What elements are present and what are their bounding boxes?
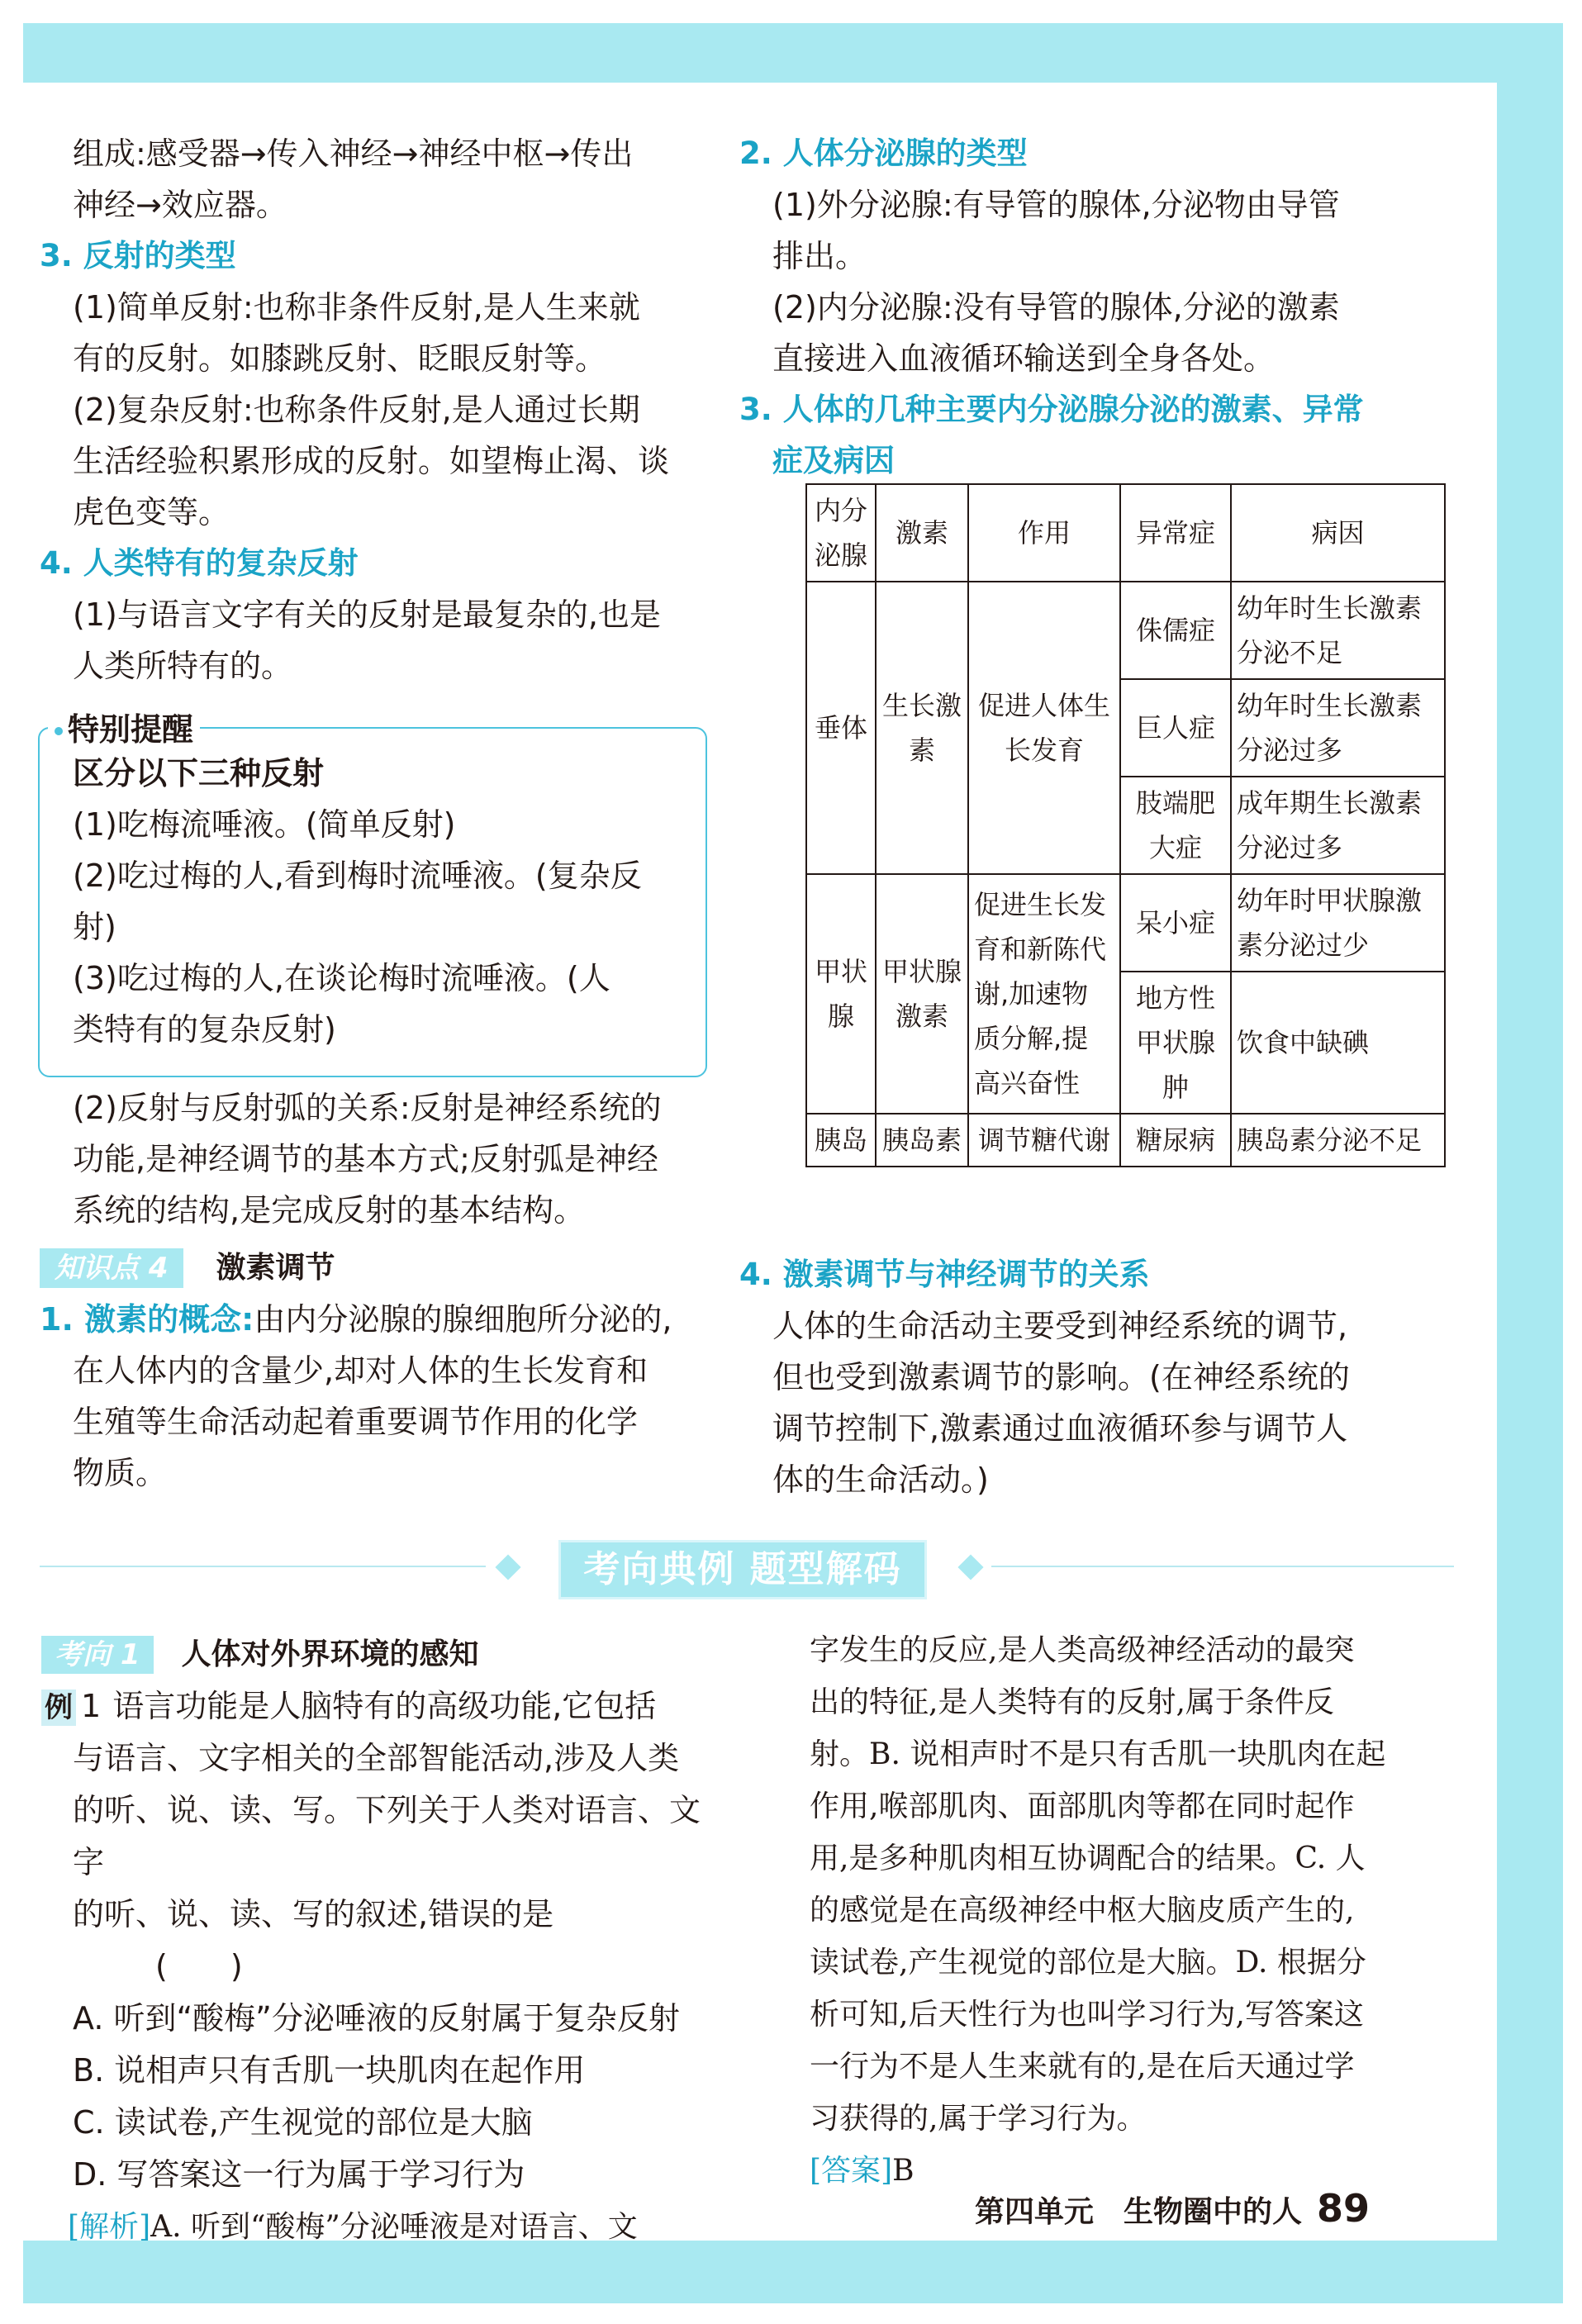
cell-cause: 饮食中缺碘 [1231, 972, 1445, 1114]
cell-thyroid-hormone: 甲状腺激素 [876, 874, 968, 1114]
cell-thyroid: 甲状腺 [806, 874, 876, 1114]
question-line4: 的听、说、读、写的叙述,错误的是 [73, 1896, 554, 1932]
analysis-label: 解析 [79, 2210, 140, 2244]
analysis-line5: 用,是多种肌肉相互协调配合的结果。C. 人 [810, 1842, 1366, 1875]
hormone-concept-line2: 在人体内的含量少,却对人体的生长发育和 [73, 1352, 648, 1389]
special-reminder-body [73, 748, 701, 1055]
relation-line4: 体的生命活动。) [772, 1461, 989, 1498]
cell-disorder: 呆小症 [1120, 874, 1231, 972]
header-hormone: 激素 [876, 484, 968, 582]
language-reflex-line2: 人类所特有的。 [73, 648, 293, 684]
analysis-line7: 读试卷,产生视觉的部位是大脑。D. 根据分 [810, 1946, 1366, 1979]
bullet-dot-icon [55, 727, 63, 735]
cell-cause: 幼年时生长激素分泌不足 [1231, 582, 1445, 679]
header-function: 作用 [968, 484, 1120, 582]
heading-reflex-types: 3. 反射的类型 [40, 238, 236, 273]
table-header-row [806, 484, 1445, 582]
analysis-line6: 的感觉是在高级神经中枢大脑皮质产生的, [810, 1894, 1355, 1927]
heading-gland-types: 2. 人体分泌腺的类型 [739, 135, 1028, 171]
tip-line3b: 类特有的复杂反射) [73, 1011, 336, 1048]
analysis-line4: 作用,喉部肌肉、面部肌肉等都在同时起作 [810, 1789, 1355, 1823]
reflex-relation-line1: (2)反射与反射弧的关系:反射是神经系统的 [73, 1090, 662, 1126]
right-column-top [739, 128, 1450, 487]
hormone-concept-line4: 物质。 [73, 1455, 168, 1491]
topic-badge: 考向 1 [41, 1636, 154, 1674]
knowledge-point-title: 激素调节 [216, 1251, 335, 1285]
question-line1: 语言功能是人脑特有的高级功能,它包括 [112, 1688, 657, 1724]
answer-label: 答案 [821, 2154, 881, 2188]
relation-line1: 人体的生命活动主要受到神经系统的调节, [772, 1308, 1348, 1344]
heading-human-reflex: 4. 人类特有的复杂反射 [40, 545, 359, 581]
page-footer [975, 2186, 1370, 2231]
knowledge-point-badge: 知识点 4 [40, 1248, 183, 1288]
reflex-relation-line3: 系统的结构,是完成反射的基本结构。 [73, 1192, 586, 1229]
analysis-line8: 析可知,后天性行为也叫学习行为,写答案这 [810, 1998, 1364, 2032]
cell-disorder: 巨人症 [1120, 679, 1231, 777]
question-column: 考向 1 人体对外界环境的感知 例 1 语言功能是人脑特有的高级功能,它包括 与语言、文字相关的全部智能活动,涉及人类 的听、说、读、写。下列关于人类对语言、文字 的听、说、读、写的叙述,错误的是( ) A. 听到“酸梅”分泌唾液的反射属于复杂反射 B. 说相声只有舌肌一块肌肉在起作用 C. 读试卷,产生视觉的部位是大脑 D. 写答案这一行为属于学习行为 [解析]A. 听到“酸梅”分泌唾液是对语言、文 [41, 1628, 719, 2253]
analysis-line1: 字发生的反应,是人类高级神经活动的最突 [810, 1633, 1355, 1667]
left-column-top [40, 128, 709, 691]
cell-pituitary: 垂体 [806, 582, 876, 874]
header-cause: 病因 [1231, 484, 1445, 582]
analysis-line0: A. 听到“酸梅”分泌唾液是对语言、文 [150, 2210, 638, 2244]
cell-disorder: 地方性甲状腺肿 [1120, 972, 1231, 1114]
left-column-mid [40, 1082, 709, 1499]
cell-thyroid-hormone-effect: 促进生长发育和新陈代谢,加速物质分解,提高兴奋性 [968, 874, 1120, 1114]
exocrine-line2: 排出。 [772, 238, 867, 274]
section-banner: 考向典例 题型解码 [558, 1540, 927, 1599]
simple-reflex-line2: 有的反射。如膝跳反射、眨眼反射等。 [73, 340, 607, 377]
reflex-arc-line1: 组成:感受器→传入神经→神经中枢→传出 [73, 135, 634, 172]
tip-heading: 区分以下三种反射 [73, 755, 325, 791]
divider-left [40, 1566, 486, 1567]
tip-line1: (1)吃梅流唾液。(简单反射) [73, 806, 456, 843]
option-b: B. 说相声只有舌肌一块肌肉在起作用 [73, 2052, 586, 2089]
topic-title: 人体对外界环境的感知 [181, 1637, 479, 1671]
table-row [806, 1114, 1445, 1167]
question-line3: 的听、说、读、写。下列关于人类对语言、文字 [73, 1792, 701, 1880]
table-row [806, 582, 1445, 679]
cell-cause: 幼年时甲状腺激素分泌过少 [1231, 874, 1445, 972]
endocrine-line1: (2)内分泌腺:没有导管的腺体,分泌的激素 [772, 289, 1340, 326]
complex-reflex-line2: 生活经验积累形成的反射。如望梅止渴、谈 [73, 443, 670, 479]
cell-growth-hormone-effect: 促进人体生长发育 [968, 582, 1120, 874]
tip-line3a: (3)吃过梅的人,在谈论梅时流唾液。(人 [73, 960, 610, 996]
unit-title: 第四单元 生物圈中的人 [975, 2195, 1303, 2229]
cell-insulin: 胰岛素 [876, 1114, 968, 1167]
analysis-column: 字发生的反应,是人类高级神经活动的最突 出的特征,是人类特有的反射,属于条件反 射。B. 说相声时不是只有舌肌一块肌肉在起 作用,喉部肌肉、面部肌肉等都在同时起作 用,是多种肌肉相互协调配合的结果。C. 人 的感觉是在高级神经中枢大脑皮质产生的, 读试卷,产生视觉的部位是大脑。D. 根据分 析可知,后天性行为也叫学习行为,写答案这 一行为不是人生来就有的,是在后天通过学 习获得的,属于学习行为。 [答案]B [810, 1624, 1454, 2197]
cell-islet: 胰岛 [806, 1114, 876, 1167]
option-d: D. 写答案这一行为属于学习行为 [73, 2156, 525, 2193]
complex-reflex-line3: 虎色变等。 [73, 494, 230, 530]
tip-line2b: 射) [73, 909, 116, 945]
hormone-concept-label: 1. 激素的概念: [40, 1301, 254, 1338]
cell-insulin-effect: 调节糖代谢 [968, 1114, 1120, 1167]
analysis-line10: 习获得的,属于学习行为。 [810, 2102, 1147, 2136]
table-row [806, 874, 1445, 972]
hormone-concept-line3: 生殖等生命活动起着重要调节作用的化学 [73, 1404, 639, 1440]
cell-cause: 胰岛素分泌不足 [1231, 1114, 1445, 1167]
analysis-line3: 射。B. 说相声时不是只有舌肌一块肌肉在起 [810, 1737, 1386, 1771]
example-number: 1 [81, 1688, 102, 1724]
cell-cause: 成年期生长激素分泌过多 [1231, 777, 1445, 874]
heading-hormones-table-line2: 症及病因 [772, 443, 895, 478]
header-gland: 内分泌腺 [806, 484, 876, 582]
heading-hormones-table-line1: 3. 人体的几种主要内分泌腺分泌的激素、异常 [739, 392, 1364, 427]
cell-growth-hormone: 生长激素 [876, 582, 968, 874]
heading-hormone-nerve-relation: 4. 激素调节与神经调节的关系 [739, 1257, 1150, 1292]
hormone-concept-line1: 由内分泌腺的腺细胞所分泌的, [254, 1301, 672, 1338]
answer-value: B [892, 2154, 915, 2188]
right-column-mid [739, 1249, 1450, 1505]
answer-blank: ( ) [155, 1948, 243, 1984]
reflex-relation-line2: 功能,是神经调节的基本方式;反射弧是神经 [73, 1141, 658, 1177]
header-disorder: 异常症 [1120, 484, 1231, 582]
question-line2: 与语言、文字相关的全部智能活动,涉及人类 [73, 1740, 680, 1776]
cell-disorder: 侏儒症 [1120, 582, 1231, 679]
language-reflex-line1: (1)与语言文字有关的反射是最复杂的,也是 [73, 596, 661, 633]
relation-line3: 调节控制下,激素通过血液循环参与调节人 [772, 1410, 1348, 1447]
tip-line2a: (2)吃过梅的人,看到梅时流唾液。(复杂反 [73, 858, 642, 894]
option-c: C. 读试卷,产生视觉的部位是大脑 [73, 2104, 533, 2141]
divider-right [991, 1566, 1454, 1567]
page-frame-right [1495, 23, 1563, 2303]
analysis-line9: 一行为不是人生来就有的,是在后天通过学 [810, 2050, 1355, 2084]
reflex-arc-line2: 神经→效应器。 [73, 187, 287, 223]
simple-reflex-line1: (1)简单反射:也称非条件反射,是人生来就 [73, 289, 640, 326]
tip-title-text: 特别提醒 [68, 711, 194, 748]
analysis-line2: 出的特征,是人类特有的反射,属于条件反 [810, 1685, 1334, 1719]
relation-line2: 但也受到激素调节的影响。(在神经系统的 [772, 1359, 1350, 1395]
complex-reflex-line1: (2)复杂反射:也称条件反射,是人通过长期 [73, 392, 640, 428]
hormone-table [805, 483, 1446, 1167]
example-label: 例 [41, 1690, 76, 1726]
cell-disorder: 糖尿病 [1120, 1114, 1231, 1167]
cell-cause: 幼年时生长激素分泌过多 [1231, 679, 1445, 777]
option-a: A. 听到“酸梅”分泌唾液的反射属于复杂反射 [73, 2000, 680, 2036]
endocrine-line2: 直接进入血液循环输送到全身各处。 [772, 340, 1276, 377]
exocrine-line1: (1)外分泌腺:有导管的腺体,分泌物由导管 [772, 187, 1340, 223]
cell-disorder: 肢端肥大症 [1120, 777, 1231, 874]
special-reminder-title [48, 704, 200, 749]
page-frame-top [23, 23, 1563, 89]
page-number: 89 [1317, 2186, 1371, 2231]
